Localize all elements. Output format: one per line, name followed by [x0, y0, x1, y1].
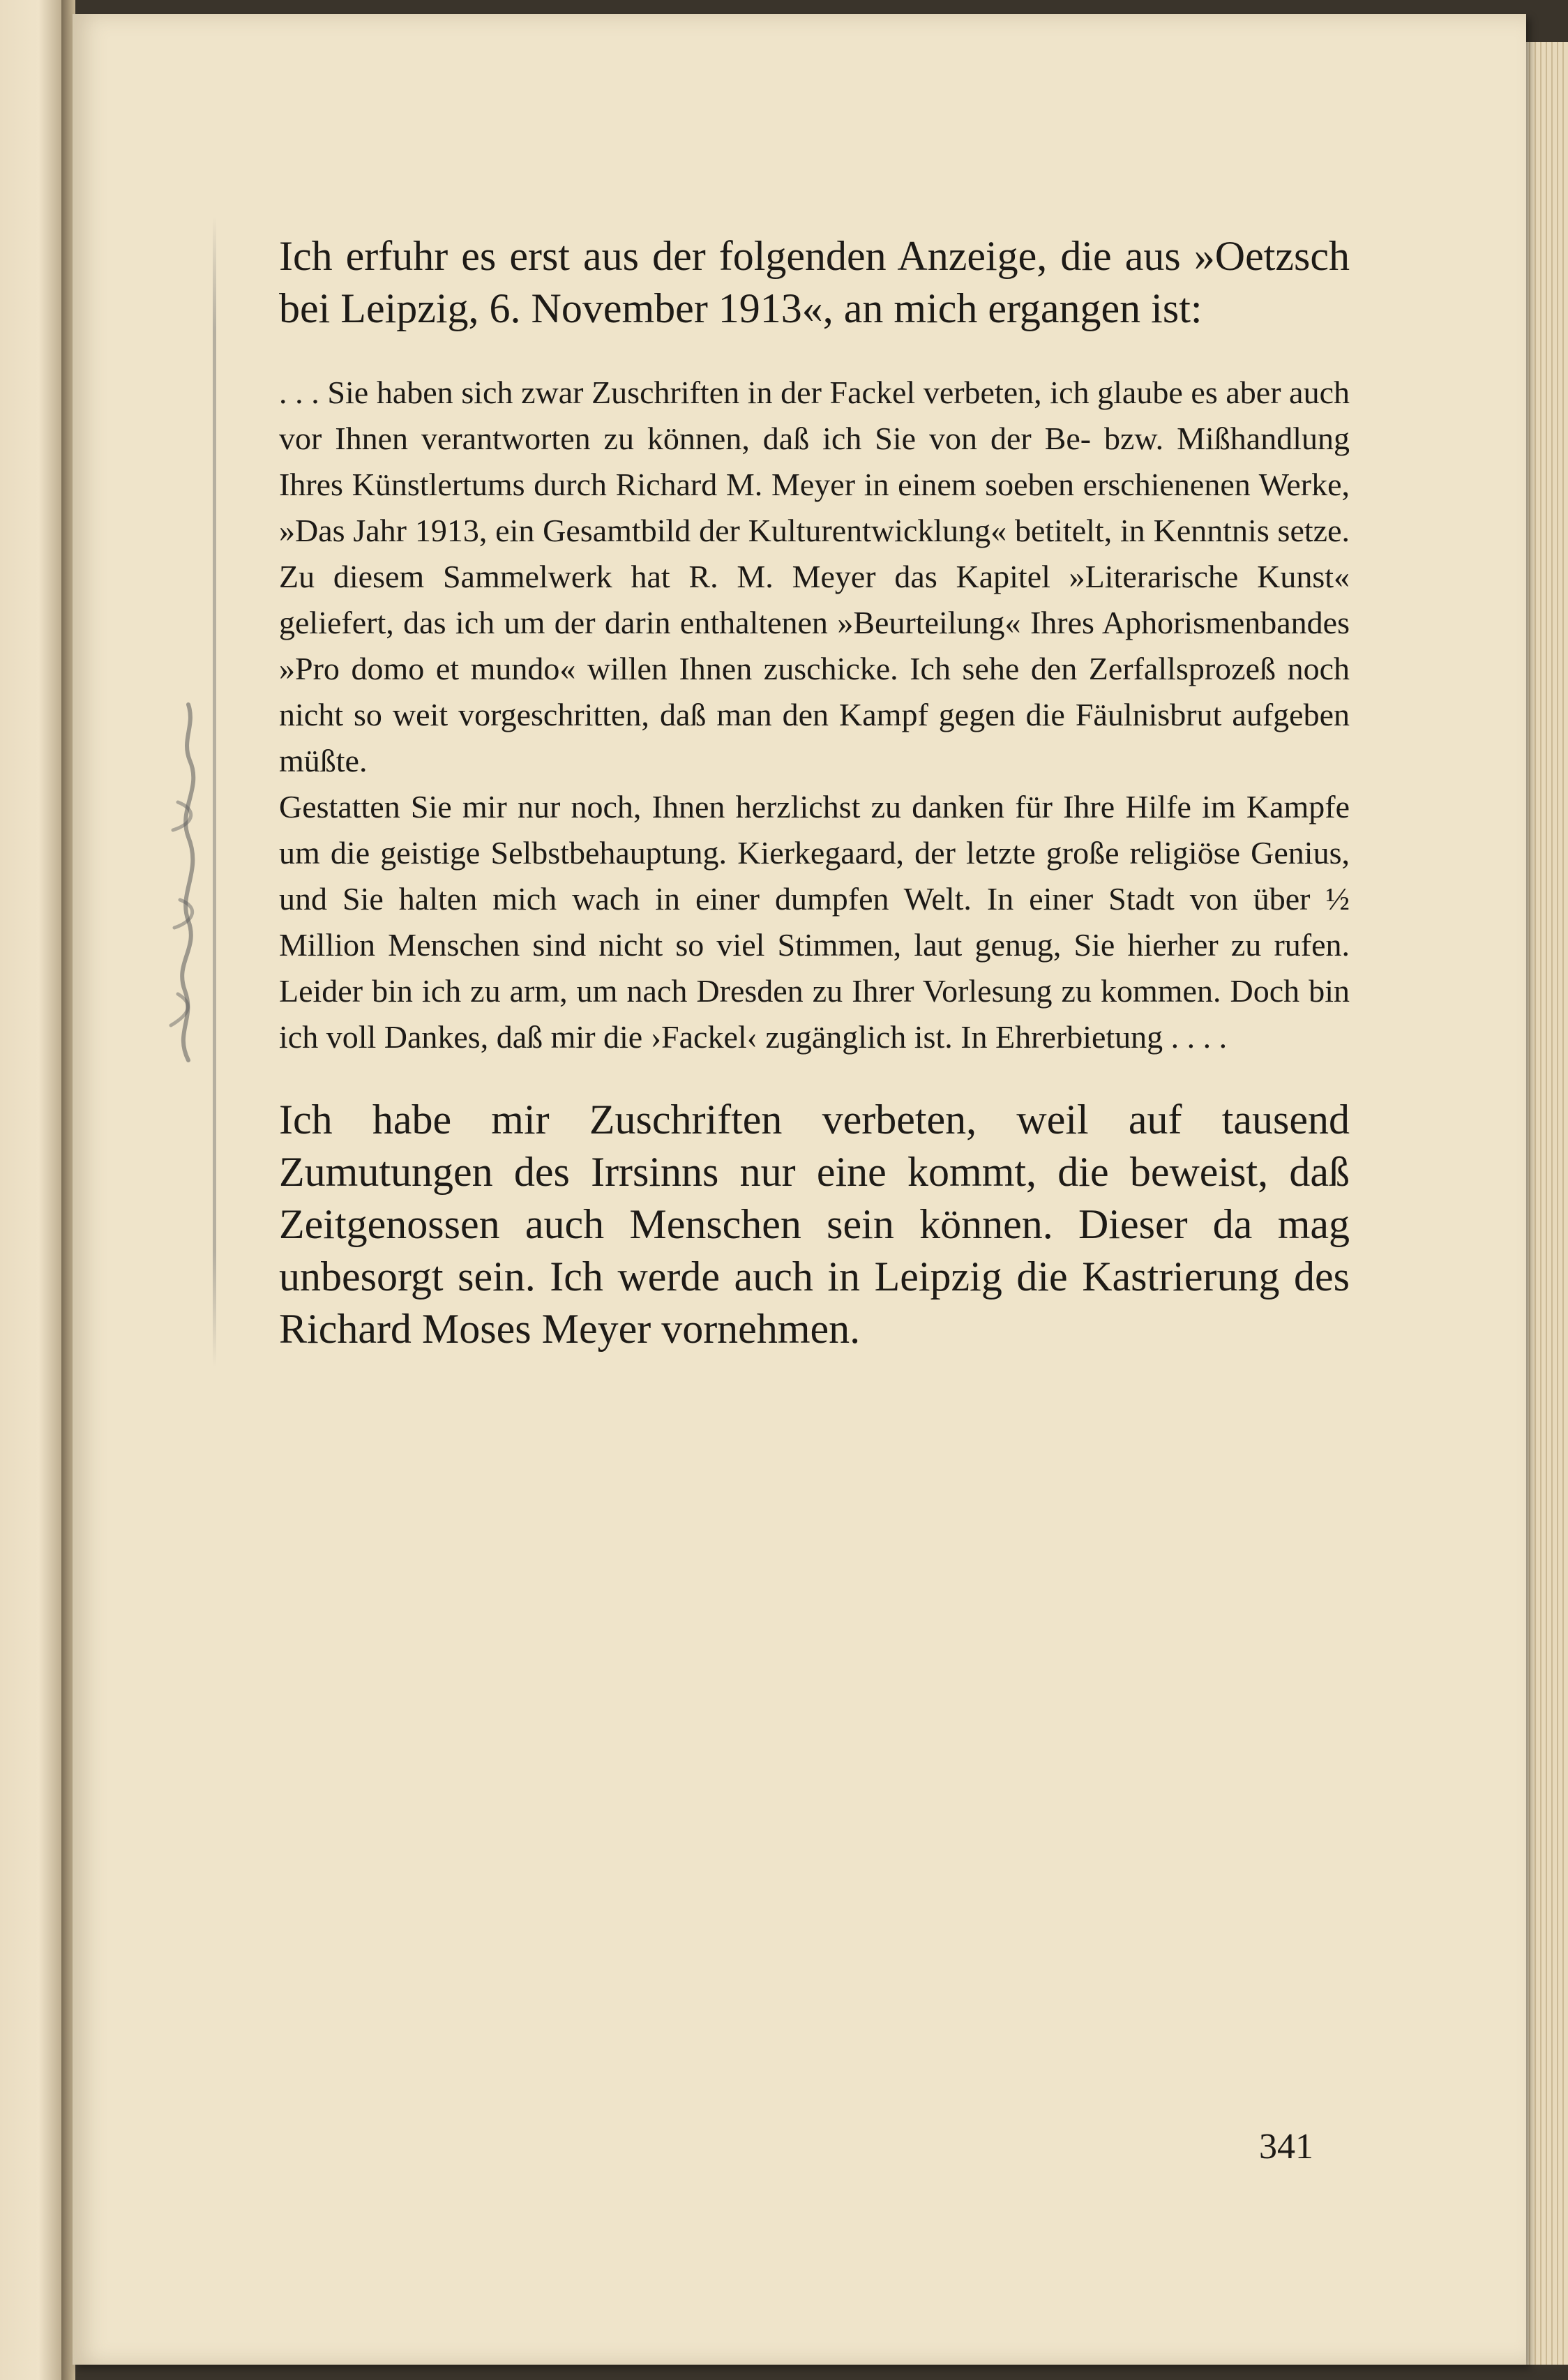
reply-paragraph: Ich habe mir Zuschriften verbeten, weil auf tausend Zumutungen des Irrsinns nur eine kommt, die beweist, daß Zeitgenossen auch Menschen sein können. Dieser da mag unbesorgt sein. Ich werde auch in Leipzig die Kastrierung des Richard Moses Meyer vornehmen. [279, 1097, 1350, 1352]
quoted-letter-part-2: Gestatten Sie mir nur noch, Ihnen herzlichst zu danken für Ihre Hilfe im Kampfe um die geistige Selbstbehauptung. Kierkegaard, der letzte große religiöse Genius, und Sie halten mich wach in einer dumpfen Welt. In einer Stadt von über ½ Million Menschen sind nicht so viel Stimmen, laut genug, Sie hierher zu rufen. Leider bin ich zu arm, um nach Dresden zu Ihrer Vorlesung zu kommen. Doch bin ich voll Dankes, daß mir die ›Fackel‹ zugänglich ist. In Ehrerbietung . . . . [279, 789, 1350, 1055]
page-number: 341 [1259, 2127, 1313, 2167]
page-content [279, 230, 1350, 1355]
intro-paragraph: Ich erfuhr es erst aus der folgenden Anzeige, die aus »Oetzsch bei Leipzig, 6. November 1913«, an mich ergangen ist: [279, 233, 1350, 331]
pencil-annotation-mark [146, 698, 223, 1074]
left-page-edge [0, 0, 64, 2380]
quoted-letter-part-1: . . . Sie haben sich zwar Zuschriften in der Fackel verbeten, ich glaube es aber auch vor Ihnen verantworten zu können, daß ich Sie von der Be- bzw. Mißhandlung Ihres Künstlertums durch Richard M. Meyer in einem soeben erschienenen Werke, »Das Jahr 1913, ein Gesamtbild der Kulturentwicklung« betitelt, in Kenntnis setze. Zu diesem Sammelwerk hat R. M. Meyer das Kapitel »Literarische Kunst« geliefert, das ich um der darin enthaltenen »Beurteilung« Ihres Aphorismenbandes »Pro domo et mundo« willen Ihnen zuschicke. Ich sehe den Zerfallsprozeß noch nicht so weit vorgeschritten, daß man den Kampf gegen die Fäulnisbrut aufgeben müßte. [279, 375, 1350, 778]
